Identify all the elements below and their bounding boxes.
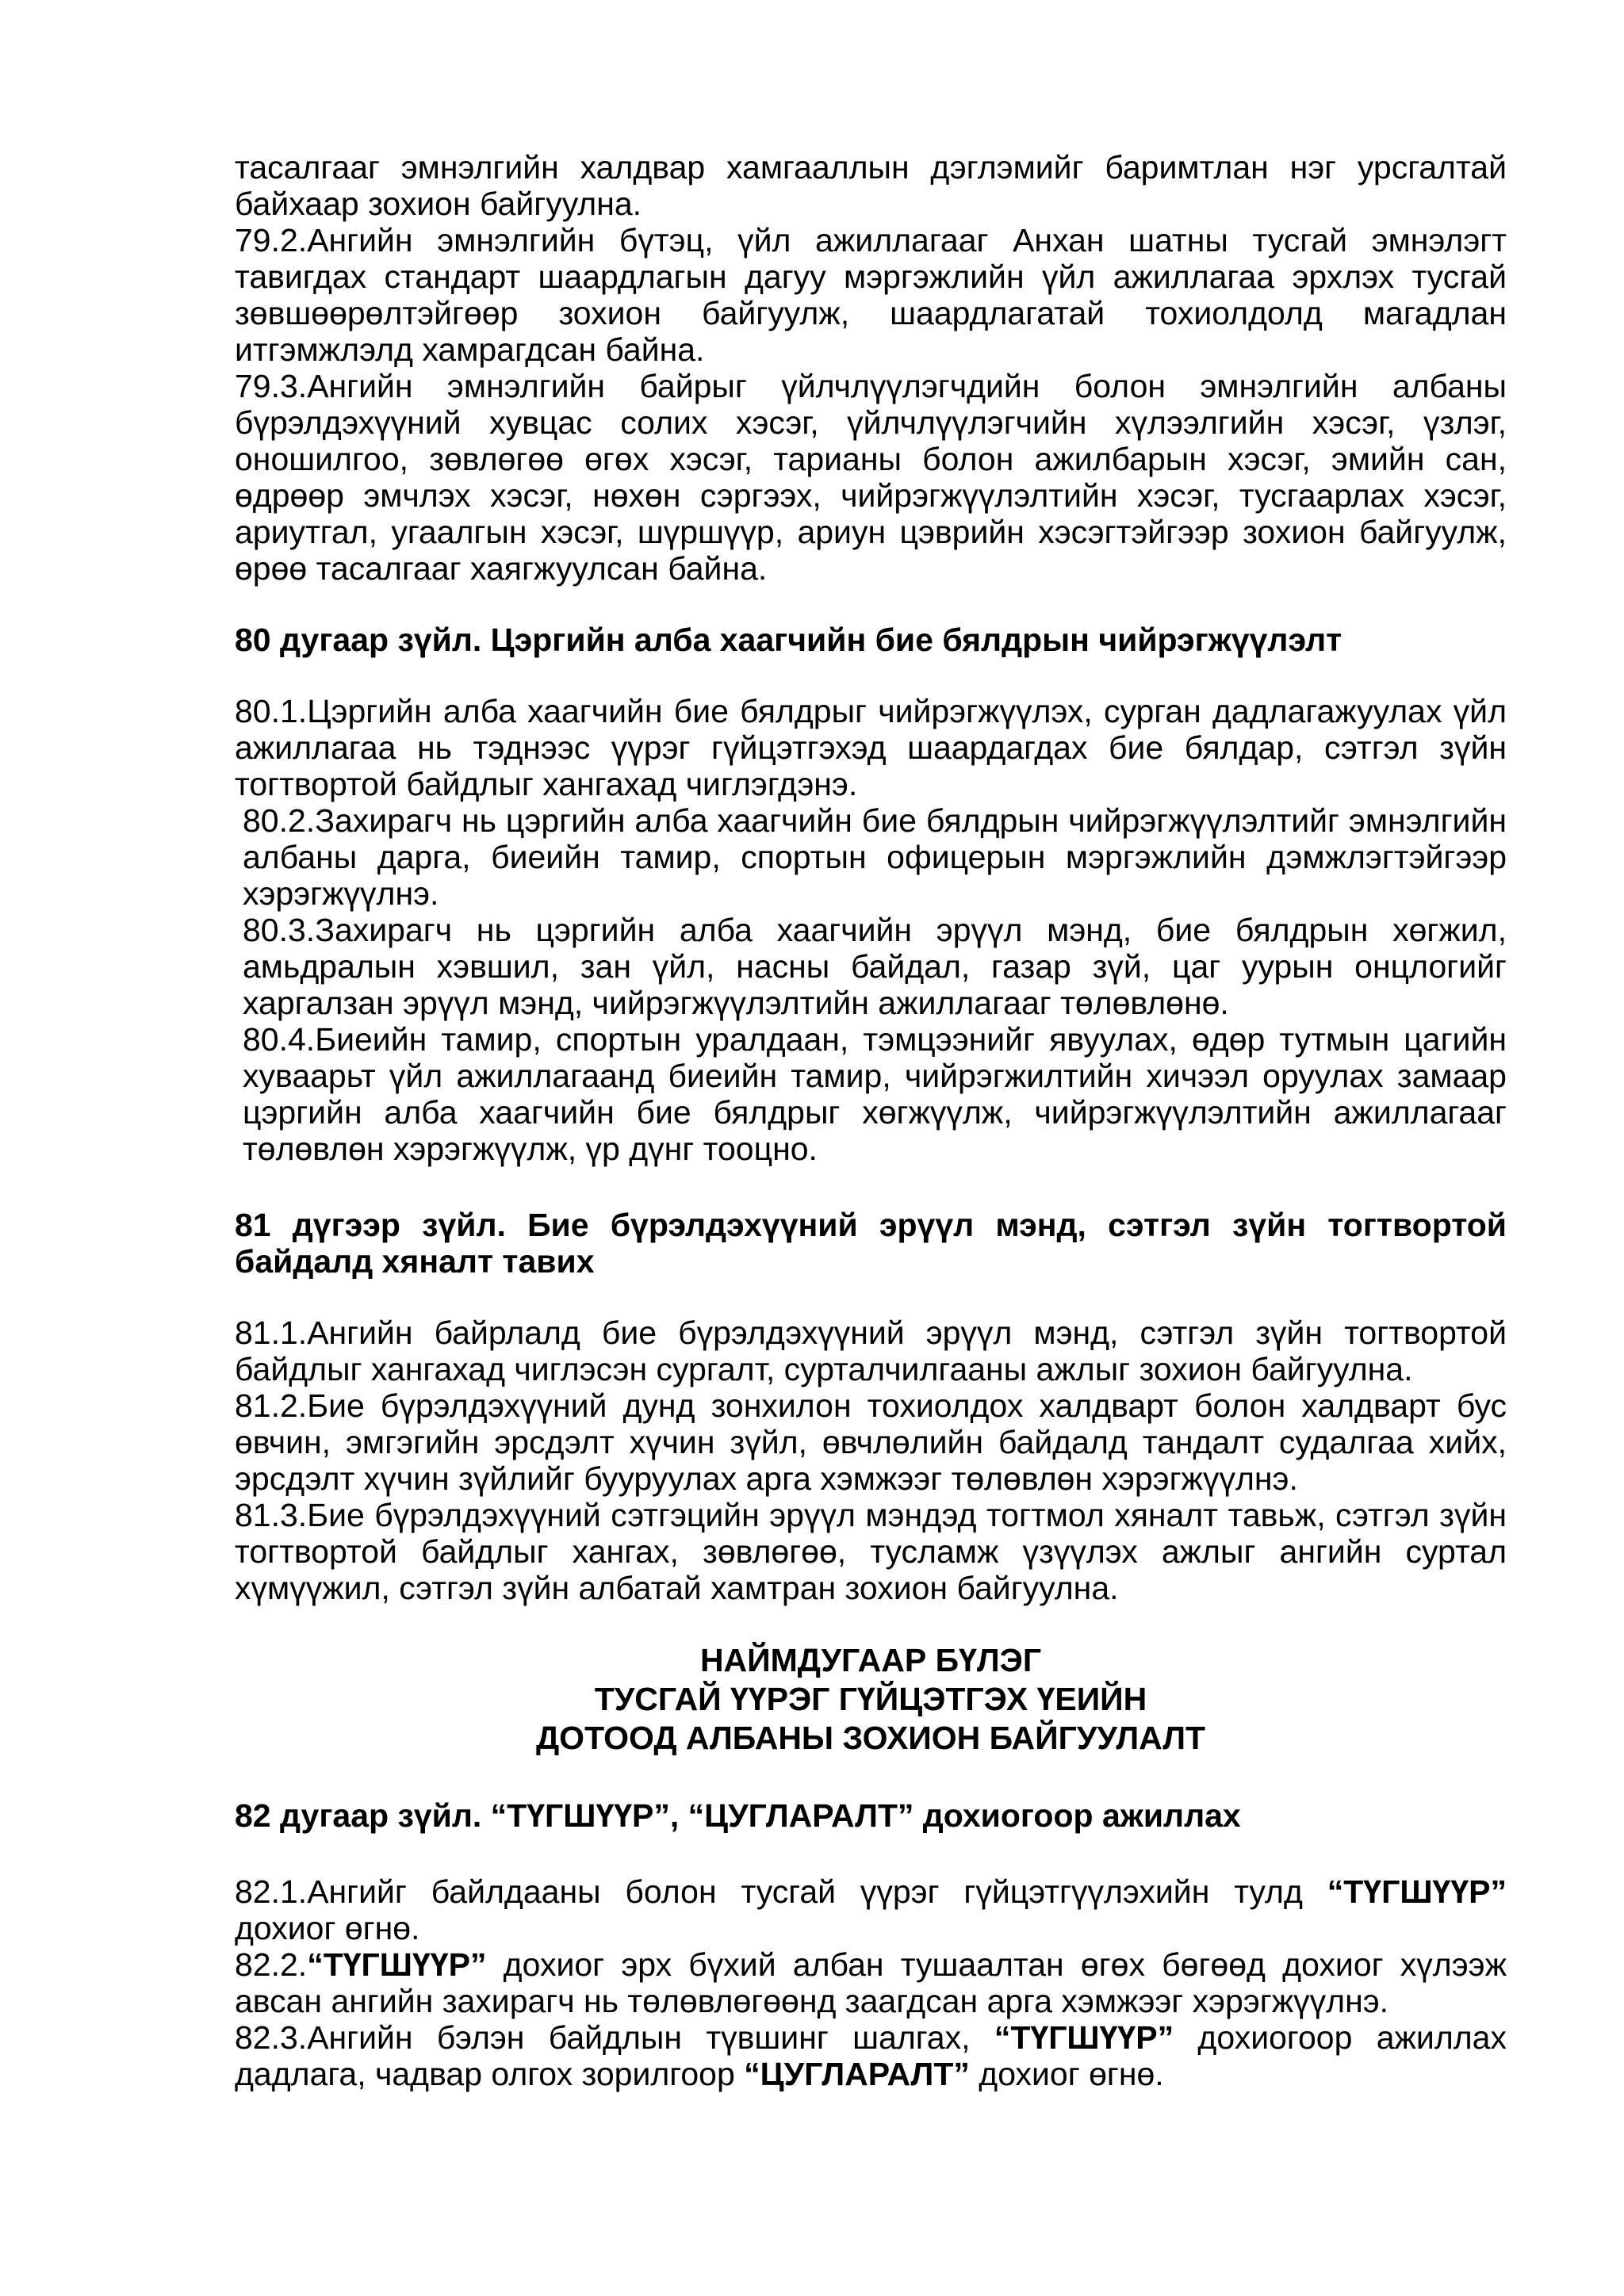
- signal-tugshuur-bold: “ТҮГШҮҮР”: [307, 1946, 487, 1983]
- paragraph-81-3: 81.3.Бие бүрэлдэхүүний сэтгэцийн эрүүл мэндэд тогтмол хяналт тавьж, сэтгэл зүйн тогтвортой байдлыг хангах, зөвлөгөө, тусламж үзүүлэх ажлыг ангийн суртал хүмүүжил, сэтгэл зүйн албатай хамтран зохион байгуулна.: [235, 1497, 1507, 1606]
- signal-tugshuur-bold: “ТҮГШҮҮР”: [1327, 1873, 1507, 1910]
- paragraph-82-1: [235, 1873, 1507, 1946]
- paragraph-82-2-text: дохиог эрх бүхий албан тушаалтан өгөх бөгөөд дохиог хүлээж авсан ангийн захирагч нь төлөвлөгөөнд заагдсан арга хэмжээг хэрэгжүүлнэ.: [235, 1946, 1507, 2019]
- signal-tsuglaralt-bold: “ЦУГЛАРАЛТ”: [744, 2056, 970, 2092]
- paragraph-82-2: [235, 1946, 1507, 2019]
- chapter-title-line-1: НАЙМДУГААР БҮЛЭГ: [699, 1642, 1042, 1678]
- paragraph-80-4: 80.4.Биеийн тамир, спортын уралдаан, тэмцээнийг явуулах, өдөр тутмын цагийн хуваарьт үйл ажиллагаанд биеийн тамир, чийрэгжилтийн хичээл оруулах замаар цэргийн алба хаагчийн бие бялдрыг хөгжүүлж, чийрэгжүүлэлтийн ажиллагааг төлөвлөн хэрэгжүүлж, үр дүнг тооцно.: [243, 1021, 1507, 1167]
- paragraph-82-3-text: 82.3.Ангийн бэлэн байдлын түвшинг шалгах,: [235, 2019, 994, 2056]
- paragraph-82-2-number: 82.2.: [235, 1946, 308, 1983]
- paragraph-80-3: 80.3.Захирагч нь цэргийн алба хаагчийн эрүүл мэнд, бие бялдрын хөгжил, амьдралын хэвшил, зан үйл, насны байдал, газар зүй, цаг уурын онцлогийг харгалзан эрүүл мэнд, чийрэгжүүлэлтийн ажиллагааг төлөвлөнө.: [243, 912, 1507, 1021]
- signal-tugshuur-bold: “ТҮГШҮҮР”: [994, 2019, 1174, 2056]
- article-82-heading: 82 дугаар зүйл. “ТҮГШҮҮР”, “ЦУГЛАРАЛТ” дохиогоор ажиллах: [235, 1797, 1241, 1834]
- paragraph-80-1: 80.1.Цэргийн алба хаагчийн бие бялдрыг чийрэгжүүлэх, сурган дадлагажуулах үйл ажиллагаа нь тэднээс үүрэг гүйцэтгэхэд шаардагдах бие бялдар, сэтгэл зүйн тогтвортой байдлыг хангахад чиглэгдэнэ.: [235, 693, 1507, 802]
- document-page: [235, 149, 1507, 2092]
- article-81-heading: 81 дүгээр зүйл. Бие бүрэлдэхүүний эрүүл мэнд, сэтгэл зүйн тогтвортой байдалд хяналт тавих: [235, 1207, 1507, 1280]
- paragraph-82-3: [235, 2019, 1507, 2092]
- paragraph-80-2: 80.2.Захирагч нь цэргийн алба хаагчийн бие бялдрын чийрэгжүүлэлтийг эмнэлгийн албаны дарга, биеийн тамир, спортын офицерын мэргэжлийн дэмжлэгтэйгээр хэрэгжүүлнэ.: [243, 802, 1507, 912]
- paragraph-79-2: 79.2.Ангийн эмнэлгийн бүтэц, үйл ажиллагааг Анхан шатны тусгай эмнэлэгт тавигдах стандарт шаардлагын дагуу мэргэжлийн үйл ажиллагаа эрхлэх тусгай зөвшөөрөлтэйгөөр зохион байгуулж, шаардлагатай тохиолдолд магадлан итгэмжлэлд хамрагдсан байна.: [235, 222, 1507, 368]
- paragraph-79-1-continued: тасалгааг эмнэлгийн халдвар хамгааллын дэглэмийг баримтлан нэг урсгалтай байхаар зохион байгуулна.: [235, 149, 1507, 222]
- article-80-heading: 80 дугаар зүйл. Цэргийн алба хаагчийн бие бялдрын чийрэгжүүлэлт: [235, 622, 1342, 658]
- paragraph-82-3-text-end: дохиог өгнө.: [969, 2056, 1164, 2092]
- paragraph-82-1-text-end: дохиог өгнө.: [235, 1910, 420, 1946]
- paragraph-79-3: 79.3.Ангийн эмнэлгийн байрыг үйлчлүүлэгчдийн болон эмнэлгийн албаны бүрэлдэхүүний хувцас солих хэсэг, үйлчлүүлэгчийн хүлээлгийн хэсэг, үзлэг, оношилгоо, зөвлөгөө өгөх хэсэг, тарианы болон ажилбарын хэсэг, эмийн сан, өдрөөр эмчлэх хэсэг, нөхөн сэргээх, чийрэгжүүлэлтийн хэсэг, тусгаарлах хэсэг, ариутгал, угаалгын хэсэг, шүршүүр, ариун цэврийн хэсэгтэйгээр зохион байгуулж, өрөө тасалгааг хаягжуулсан байна.: [235, 368, 1507, 587]
- paragraph-81-2: 81.2.Бие бүрэлдэхүүний дунд зонхилон тохиолдох халдварт болон халдварт бус өвчин, эмгэгийн эрсдэлт хүчин зүйл, өвчлөлийн байдалд тандалт судалгаа хийх, эрсдэлт хүчин зүйлийг бууруулах арга хэмжээг төлөвлөн хэрэгжүүлнэ.: [235, 1387, 1507, 1497]
- paragraph-82-1-text: 82.1.Ангийг байлдааны болон тусгай үүрэг гүйцэтгүүлэхийн тулд: [235, 1873, 1327, 1910]
- chapter-title-line-2: ТУСГАЙ ҮҮРЭГ ГҮЙЦЭТГЭХ ҮЕИЙН: [594, 1681, 1147, 1717]
- chapter-title-line-3: ДОТООД АЛБАНЫ ЗОХИОН БАЙГУУЛАЛТ: [535, 1720, 1206, 1756]
- paragraph-81-1: 81.1.Ангийн байрлалд бие бүрэлдэхүүний эрүүл мэнд, сэтгэл зүйн тогтвортой байдлыг хангахад чиглэсэн сургалт, сурталчилгааны ажлыг зохион байгуулна.: [235, 1314, 1507, 1387]
- paragraph-82-3-text-mid: дохиогоор ажиллах дадлага, чадвар олгох зорилгоор: [235, 2019, 1507, 2092]
